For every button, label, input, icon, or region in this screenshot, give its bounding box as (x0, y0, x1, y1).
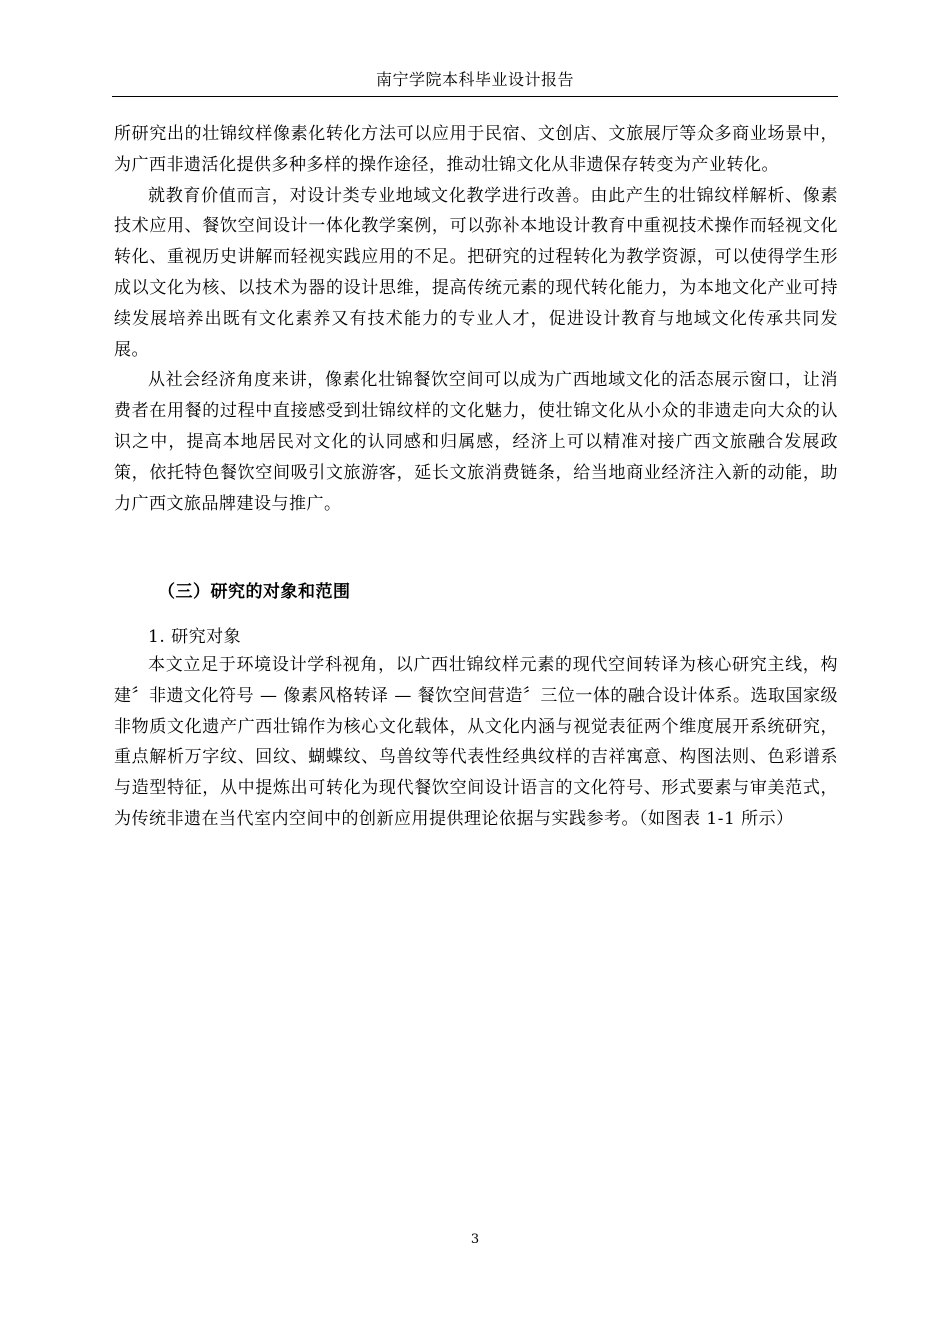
header-title: 南宁学院本科毕业设计报告 (375, 70, 574, 89)
subsection-heading: 1. 研究对象 (148, 627, 242, 647)
page-header (112, 66, 838, 97)
page-number: 3 (470, 1232, 480, 1247)
research-object-text (114, 650, 838, 835)
section-heading: （三）研究的对象和范围 (158, 582, 351, 602)
paragraph-educational-value: 就教育价值而言，对设计类专业地域文化教学进行改善。由此产生的壮锦纹样解析、像素技术应用、餐饮空间设计一体化教学案例，可以弥补本地设计教育中重视技术操作而轻视文化转化、重视历史讲解而轻视实践应用的不足。把研究的过程转化为教学资源，可以使得学生形成以文化为核、以技术为器的设计思维，提高传统元素的现代转化能力，为本地文化产业可持续发展培养出既有文化素养又有技术能力的专业人才，促进设计教育与地域文化传承共同发展。 (114, 185, 838, 360)
paragraph-research-object: 本文立足于环境设计学科视角，以广西壮锦纹样元素的现代空间转译为核心研究主线，构建〞非遗文化符号 — 像素风格转译 — 餐饮空间营造〞三位一体的融合设计体系。选取国家级非物质文化遗产广西壮锦作为核心文化载体，从文化内涵与视觉表征两个维度展开系统研究，重点解析万字纹、回纹、蝴蝶纹、鸟兽纹等代表性经典纹样的吉祥寓意、构图法则、色彩谱系与造型特征，从中提炼出可转化为现代餐饮空间设计语言的文化符号、形式要素与审美范式，为传统非遗在当代室内空间中的创新应用提供理论依据与实践参考。（如图表 1-1 所示） (114, 655, 838, 829)
paragraph-socioeconomic-value: 从社会经济角度来讲，像素化壮锦餐饮空间可以成为广西地域文化的活态展示窗口，让消费者在用餐的过程中直接感受到壮锦纹样的文化魅力，使壮锦文化从小众的非遗走向大众的认识之中，提高本地居民对文化的认同感和归属感，经济上可以精准对接广西文旅融合发展政策，依托特色餐饮空间吸引文旅游客，延长文旅消费链条，给当地商业经济注入新的动能，助力广西文旅品牌建设与推广。 (114, 370, 838, 514)
paragraph-commercial-application: 所研究出的壮锦纹样像素化转化方法可以应用于民宿、文创店、文旅展厅等众多商业场景中，为广西非遗活化提供多种多样的操作途径，推动壮锦文化从非遗保存转变为产业转化。 (114, 124, 838, 175)
body-text (114, 119, 838, 519)
